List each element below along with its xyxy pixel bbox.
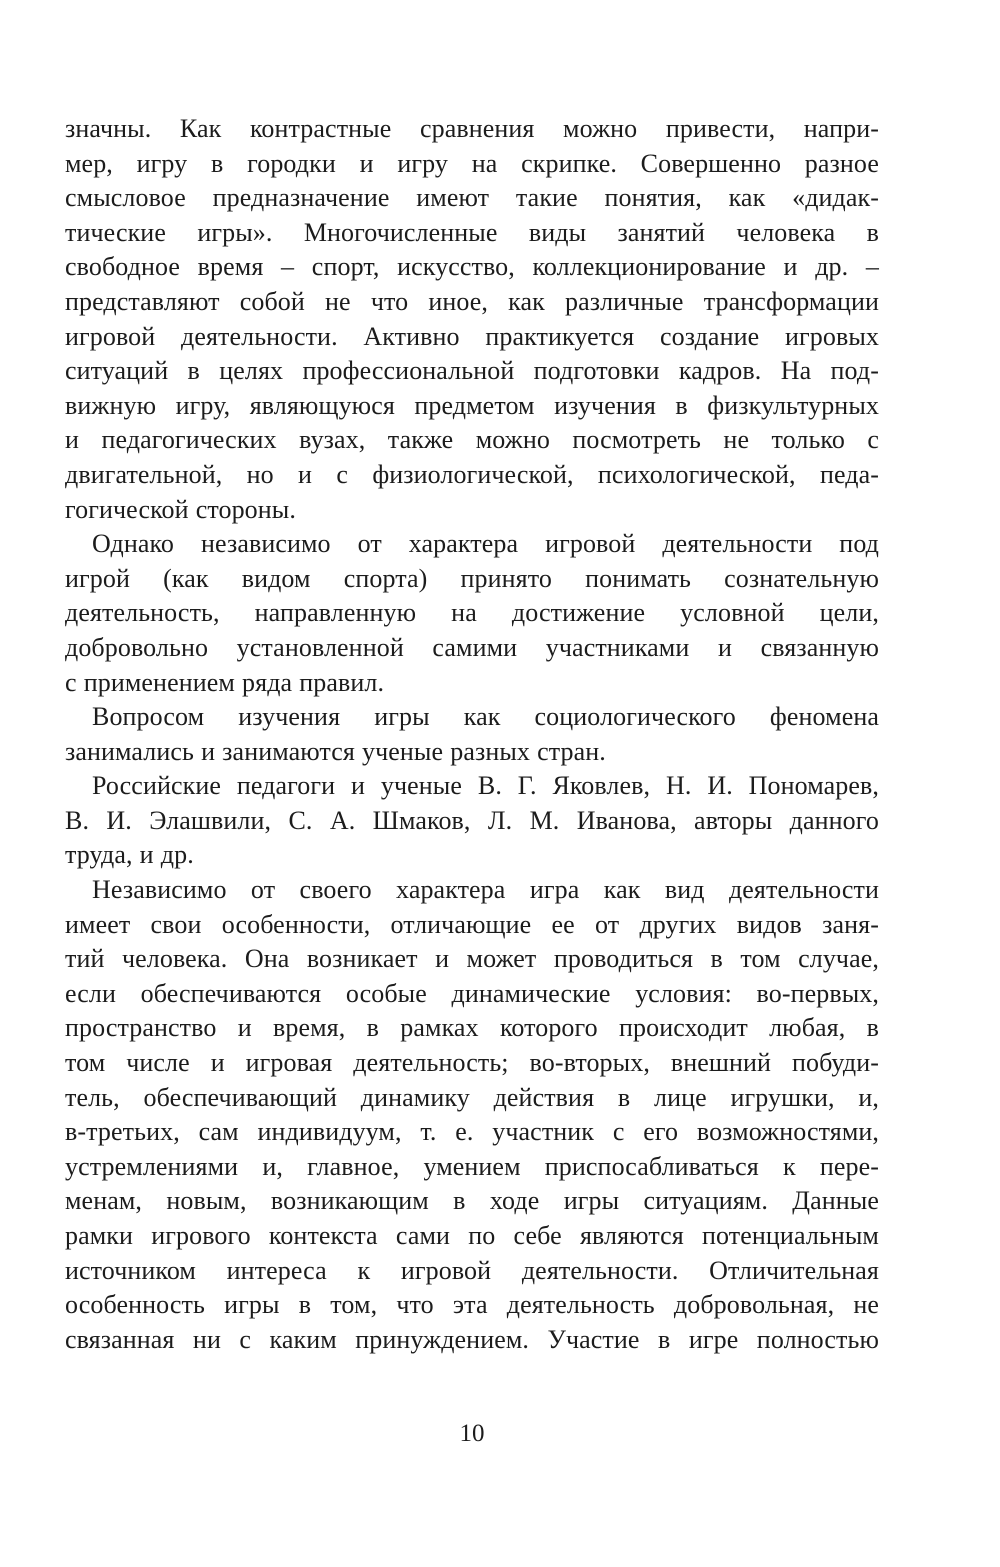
- text-line: устремлениями и, главное, умением приспосабливаться к пере-: [65, 1151, 879, 1181]
- text-line: значны. Как контрастные сравнения можно привести, напри-: [65, 114, 879, 143]
- text-line: с применением ряда правил.: [65, 667, 385, 697]
- text-line: Российские педагоги и ученые В. Г. Яковлев, Н. И. Пономарев,: [92, 771, 879, 801]
- text-line: игрой (как видом спорта) принято понимать сознательную: [65, 563, 879, 593]
- text-line: представляют собой не что иное, как различные трансформации: [65, 286, 879, 316]
- text-line: источником интереса к игровой деятельности. Отличительная: [65, 1255, 879, 1285]
- page-number: 10: [459, 1420, 485, 1447]
- text-line: связанная ни с каким принуждением. Участие в игре полностью: [65, 1324, 879, 1354]
- text-line: особенность игры в том, что эта деятельность добровольная, не: [65, 1290, 879, 1320]
- text-line: мер, игру в городки и игру на скрипке. Совершенно разное: [65, 148, 879, 178]
- paragraph: [65, 769, 879, 873]
- text-line: деятельность, направленную на достижение условной цели,: [65, 598, 879, 628]
- text-line: вижную игру, являющуюся предметом изучения в физкультурных: [65, 390, 879, 420]
- text-line: труда, и др.: [65, 840, 194, 870]
- text-line: рамки игрового контекста сами по себе являются потенциальным: [65, 1221, 879, 1250]
- paragraph: [65, 527, 879, 700]
- text-line: игровой деятельности. Активно практикуется создание игровых: [65, 321, 879, 351]
- text-line: если обеспечиваются особые динамические условия: во-первых,: [65, 978, 879, 1008]
- paragraph: [65, 112, 879, 527]
- text-line: свободное время – спорт, искусство, коллекционирование и др. –: [65, 252, 879, 282]
- text-line: занимались и занимаются ученые разных стран.: [65, 736, 606, 766]
- text-line: тий человека. Она возникает и может проводиться в том случае,: [65, 944, 879, 974]
- text-line: том числе и игровая деятельность; во-вторых, внешний побуди-: [65, 1048, 879, 1078]
- text-line: пространство и время, в рамках которого происходит любая, в: [65, 1013, 879, 1043]
- page-text: [65, 112, 879, 1357]
- text-line: тические игры». Многочисленные виды занятий человека в: [65, 217, 879, 247]
- text-line: Независимо от своего характера игра как вид деятельности: [92, 875, 879, 905]
- text-line: В. И. Элашвили, С. А. Шмаков, Л. М. Иванова, авторы данного: [65, 805, 879, 835]
- text-line: Однако независимо от характера игровой деятельности под: [92, 529, 879, 559]
- text-line: и педагогических вузах, также можно посмотреть не только с: [65, 425, 879, 455]
- text-line: ситуаций в целях профессиональной подготовки кадров. На под-: [65, 356, 879, 386]
- paragraph: [65, 700, 879, 769]
- text-line: имеет свои особенности, отличающие ее от других видов заня-: [65, 909, 879, 939]
- text-line: смысловое предназначение имеют такие понятия, как «дидак-: [65, 183, 879, 213]
- text-line: Вопросом изучения игры как социологического феномена: [92, 702, 879, 732]
- text-line: добровольно установленной самими участниками и связанную: [65, 632, 879, 662]
- text-line: менам, новым, возникающим в ходе игры ситуациям. Данные: [65, 1186, 879, 1216]
- text-line: гогической стороны.: [65, 494, 296, 524]
- text-line: тель, обеспечивающий динамику действия в лице игрушки, и,: [65, 1082, 879, 1112]
- text-line: двигательной, но и с физиологической, психологической, педа-: [65, 459, 879, 489]
- paragraph: [65, 873, 879, 1357]
- text-line: в-третьих, сам индивидуум, т. е. участник с его возможностями,: [65, 1117, 879, 1147]
